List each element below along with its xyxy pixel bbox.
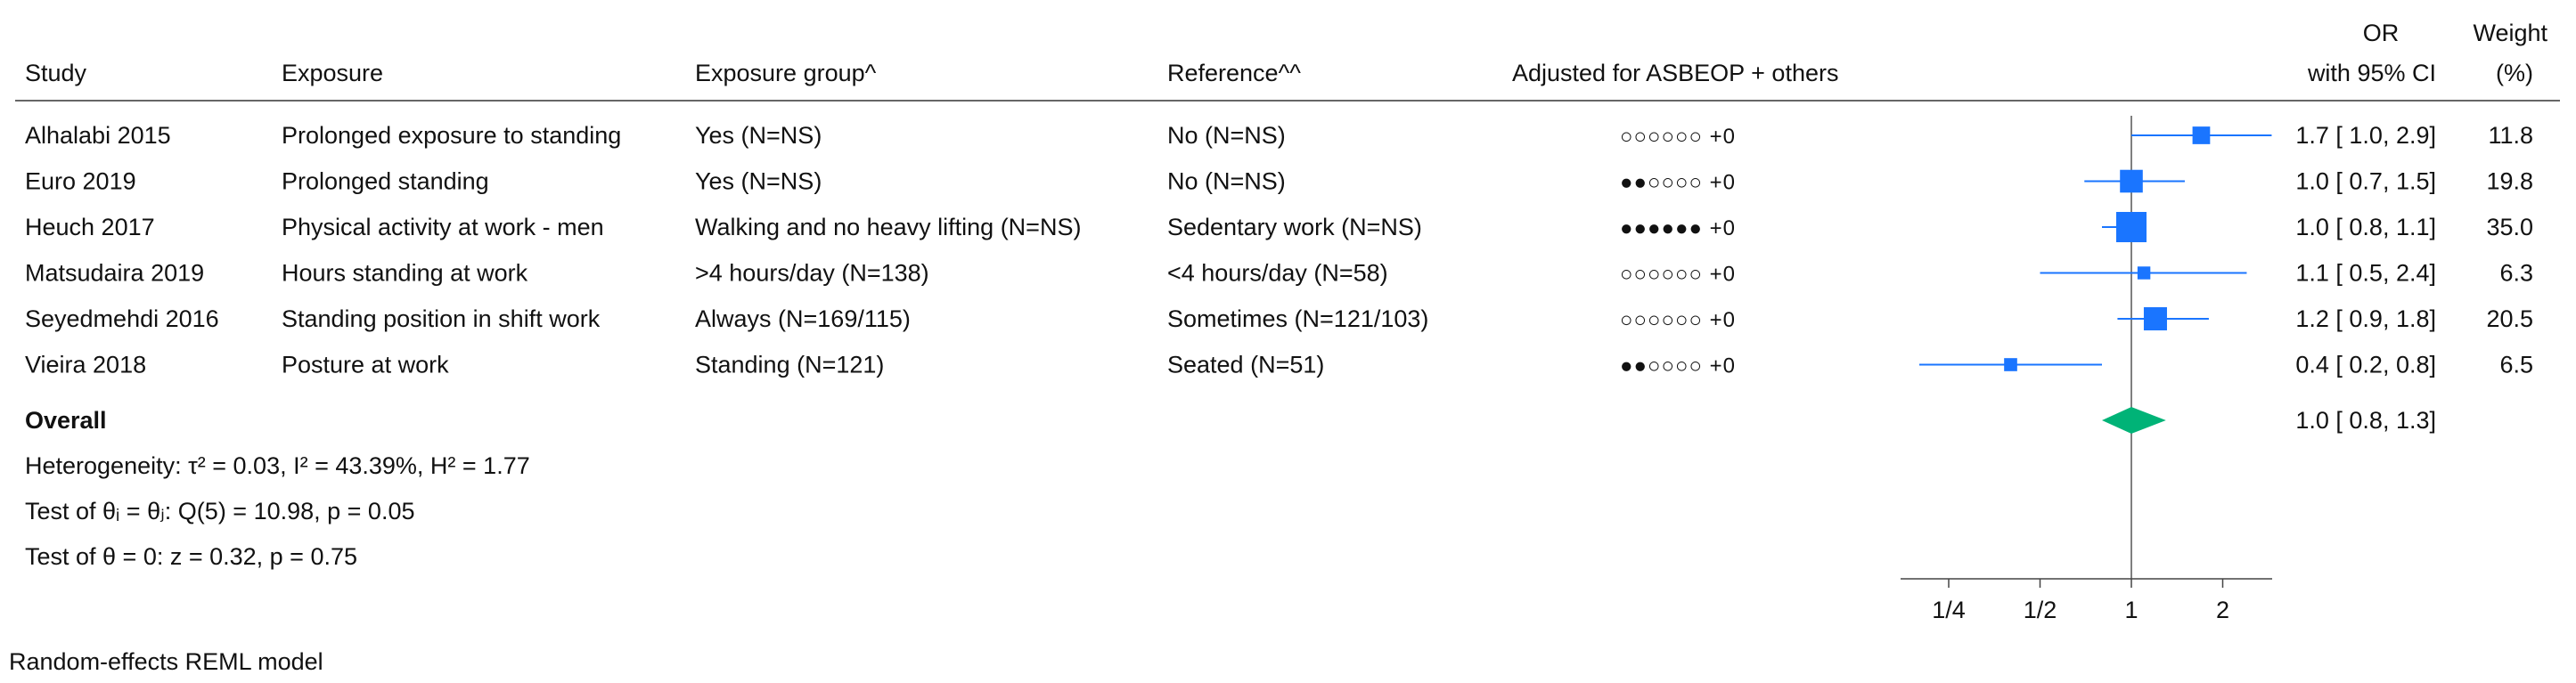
study-name: Euro 2019 [25, 167, 136, 195]
study-reference: Seated (N=51) [1167, 351, 1325, 378]
test-zero-stat: Test of θ = 0: z = 0.32, p = 0.75 [25, 543, 358, 570]
study-adjusted: ●●○○○○ +0 [1620, 354, 1737, 378]
or-marker [2193, 126, 2211, 144]
study-exposure-group: >4 hours/day (N=138) [695, 259, 929, 287]
study-weight: 6.3 [2499, 259, 2533, 287]
study-row [25, 214, 2533, 240]
header-row [25, 20, 2547, 86]
study-exposure: Prolonged standing [282, 167, 489, 195]
study-adjusted: ○○○○○○ +0 [1620, 308, 1737, 332]
study-name: Alhalabi 2015 [25, 122, 171, 149]
study-exposure: Hours standing at work [282, 259, 528, 287]
study-name: Matsudaira 2019 [25, 259, 205, 287]
study-exposure: Prolonged exposure to standing [282, 122, 622, 149]
study-adjusted: ○○○○○○ +0 [1620, 125, 1737, 149]
model-footer: Random-effects REML model [9, 648, 323, 675]
x-tick-label: 2 [2215, 597, 2230, 623]
study-name: Seyedmehdi 2016 [25, 305, 219, 332]
study-exposure: Standing position in shift work [282, 305, 601, 332]
or-marker [2120, 170, 2143, 193]
x-tick-label: 1/4 [1932, 597, 1966, 623]
overall-diamond [2102, 407, 2166, 434]
study-reference: Sometimes (N=121/103) [1167, 305, 1429, 332]
or-marker [2144, 307, 2167, 330]
study-exposure: Posture at work [282, 351, 449, 378]
study-exposure-group: Yes (N=NS) [695, 122, 822, 149]
x-ticks [1932, 579, 2229, 623]
study-or-ci: 0.4 [ 0.2, 0.8] [2295, 351, 2436, 378]
study-exposure-group: Walking and no heavy lifting (N=NS) [695, 214, 1082, 240]
header-or: OR [2362, 20, 2400, 46]
header-or-ci: with 95% CI [2307, 60, 2436, 86]
study-adjusted: ○○○○○○ +0 [1620, 262, 1737, 287]
overall-label: Overall [25, 407, 107, 434]
header-study: Study [25, 60, 87, 86]
study-exposure-group: Standing (N=121) [695, 351, 885, 378]
plot-area [1901, 116, 2272, 623]
study-reference: <4 hours/day (N=58) [1167, 259, 1388, 287]
study-or-ci: 1.7 [ 1.0, 2.9] [2295, 122, 2436, 149]
study-or-ci: 1.1 [ 0.5, 2.4] [2295, 259, 2436, 287]
header-weight: Weight [2473, 20, 2547, 46]
study-or-ci: 1.2 [ 0.9, 1.8] [2295, 305, 2436, 332]
study-exposure-group: Always (N=169/115) [695, 305, 911, 332]
study-adjusted: ●●○○○○ +0 [1620, 170, 1737, 195]
heterogeneity-stat: Heterogeneity: τ² = 0.03, I² = 43.39%, H² = 1.77 [25, 452, 530, 479]
study-reference: Sedentary work (N=NS) [1167, 214, 1422, 240]
header-reference: Reference^^ [1167, 60, 1301, 86]
or-marker [2138, 266, 2150, 279]
study-weight: 35.0 [2486, 214, 2533, 240]
header-exposure-group: Exposure group^ [695, 60, 877, 86]
stats-block [25, 452, 530, 570]
header-exposure: Exposure [282, 60, 384, 86]
overall-row [25, 407, 2436, 434]
study-exposure: Physical activity at work - men [282, 214, 604, 240]
study-rows [25, 122, 2533, 378]
study-or-ci: 1.0 [ 0.8, 1.1] [2295, 214, 2436, 240]
or-marker [2004, 358, 2017, 371]
study-weight: 11.8 [2488, 122, 2533, 149]
study-name: Heuch 2017 [25, 214, 155, 240]
overall-ci-text: 1.0 [ 0.8, 1.3] [2295, 407, 2436, 434]
study-reference: No (N=NS) [1167, 167, 1286, 195]
x-tick-label: 1 [2124, 597, 2138, 623]
study-markers [1919, 126, 2271, 371]
study-weight: 20.5 [2486, 305, 2533, 332]
or-marker [2116, 212, 2147, 242]
x-tick-label: 1/2 [2023, 597, 2057, 623]
study-reference: No (N=NS) [1167, 122, 1286, 149]
header-adjusted: Adjusted for ASBEOP + others [1512, 60, 1839, 86]
study-exposure-group: Yes (N=NS) [695, 167, 822, 195]
study-or-ci: 1.0 [ 0.7, 1.5] [2295, 167, 2436, 195]
study-row [25, 352, 2533, 378]
study-name: Vieira 2018 [25, 351, 147, 378]
study-weight: 19.8 [2486, 167, 2533, 195]
study-weight: 6.5 [2499, 351, 2533, 378]
header-weight-unit: (%) [2496, 60, 2533, 86]
test-theta-stat: Test of θᵢ = θⱼ: Q(5) = 10.98, p = 0.05 [25, 498, 415, 524]
study-adjusted: ●●●●●● +0 [1620, 216, 1737, 240]
